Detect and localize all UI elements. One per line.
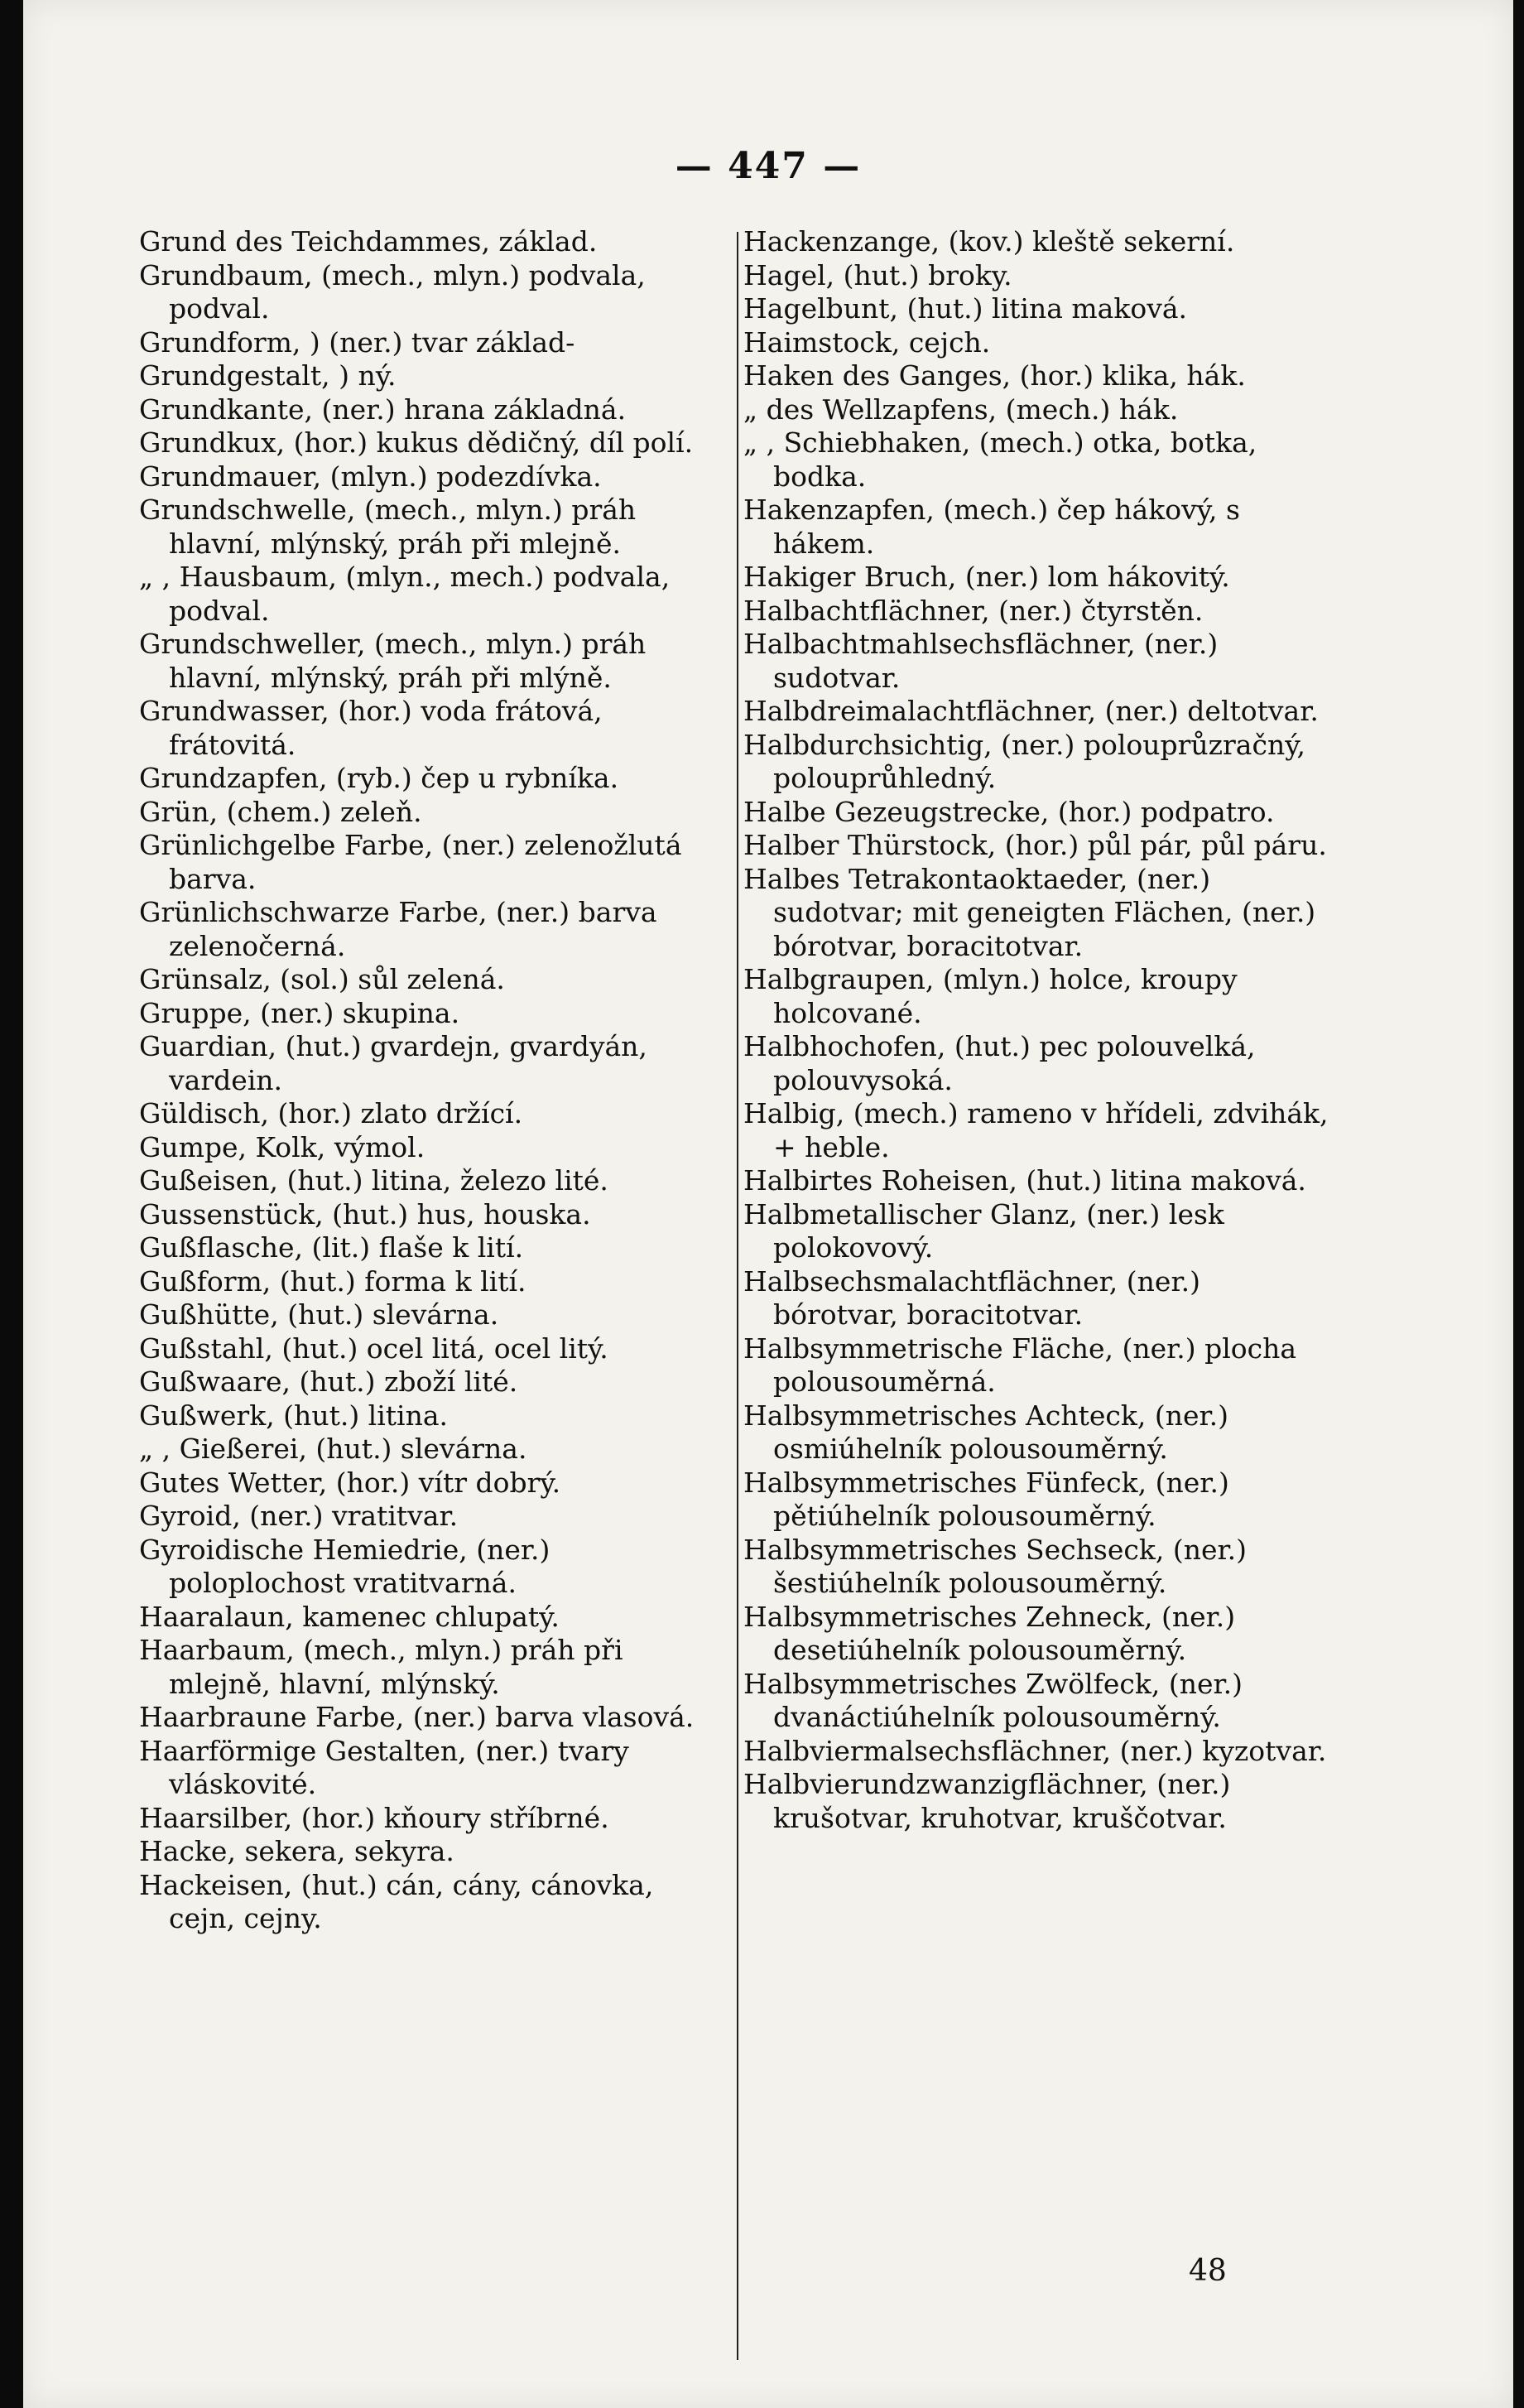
dictionary-entry: Gyroid, (ner.) vratitvar. [139,1500,459,1532]
dictionary-entry: Halbsymmetrisches Zehneck, (ner.) desetiúhelník polousouměrný. [743,1600,1236,1666]
dictionary-entry: Gußwerk, (hut.) litina. [139,1399,449,1432]
dictionary-entry: Haarförmige Gestalten, (ner.) tvary vláskovité. [139,1734,629,1800]
dictionary-entry: Halbdreimalachtflächner, (ner.) deltotvar. [743,695,1319,727]
dictionary-entry: Grünsalz, (sol.) sůl zelená. [139,963,505,995]
dictionary-entry: „ , Schiebhaken, (mech.) otka, botka, bodka. [743,426,1257,493]
dictionary-entry: Grundform, ) (ner.) tvar základ- [139,325,575,359]
dictionary-entry: Halbsymmetrisches Zwölfeck, (ner.) dvanáctiúhelník polousouměrný. [743,1667,1243,1733]
dictionary-entry: Haimstock, cejch. [743,325,991,359]
dictionary-entry: Halbirtes Roheisen, (hut.) litina maková. [743,1164,1306,1197]
dictionary-entry: Grund des Teichdammes, základ. [139,225,598,258]
dictionary-entry: Grundbaum, (mech., mlyn.) podvala, podval. [139,258,646,325]
dictionary-entry: „ des Wellzapfens, (mech.) hák. [743,393,1179,426]
dictionary-entry: Hakiger Bruch, (ner.) lom hákovitý. [743,561,1230,593]
dictionary-entry: Grundgestalt, ) ný. [139,359,397,392]
dictionary-entry: Hacke, sekera, sekyra. [139,1835,454,1867]
dictionary-entry: Güldisch, (hor.) zlato držící. [139,1097,523,1129]
dictionary-entry: Haarbaum, (mech., mlyn.) práh při mlejně, hlavní, mlýnský. [139,1634,623,1700]
dictionary-entry: Haken des Ganges, (hor.) klika, hák. [743,359,1246,392]
dictionary-entry: Halbachtflächner, (ner.) čtyrstěn. [743,594,1204,627]
dictionary-entry: Haaralaun, kamenec chlupatý. [139,1600,560,1633]
dictionary-entry: Halbachtmahlsechsflächner, (ner.) sudotvar. [743,628,1219,694]
dictionary-entry: Grünlichgelbe Farbe, (ner.) zelenožlutá barva. [139,829,682,895]
dictionary-entry: „ , Gießerei, (hut.) slevárna. [139,1433,527,1465]
dictionary-entry: Halbsymmetrisches Fünfeck, (ner.) pětiúhelník polousouměrný. [743,1466,1229,1532]
dictionary-page [23,0,1513,2408]
dictionary-entry: Haarsilber, (hor.) kňoury stříbrné. [139,1801,609,1834]
dictionary-entry: Halbig, (mech.) rameno v hřídeli, zdvihák, + heble. [743,1097,1329,1163]
dictionary-entry: Gutes Wetter, (hor.) vítr dobrý. [139,1466,561,1499]
dictionary-entry: Grundkante, (ner.) hrana základná. [139,393,627,426]
dictionary-entry: Grundmauer, (mlyn.) podezdívka. [139,460,602,493]
dictionary-entry: „ , Hausbaum, (mlyn., mech.) podvala, podval. [139,561,671,627]
dictionary-entry: Halbsechsmalachtflächner, (ner.) bórotvar, boracitotvar. [743,1264,1200,1331]
dictionary-entry: Halbsymmetrische Fläche, (ner.) plocha polousouměrná. [743,1332,1297,1398]
dictionary-entry: Guardian, (hut.) gvardejn, gvardyán, vardein. [139,1030,647,1096]
dictionary-entry: Hagel, (hut.) broky. [743,258,1012,291]
dictionary-entry: Gruppe, (ner.) skupina. [139,996,460,1029]
dictionary-entry: Gussenstück, (hut.) hus, houska. [139,1197,591,1230]
dictionary-entry: Halber Thürstock, (hor.) půl pár, půl páru. [743,829,1327,861]
dictionary-entry: Gyroidische Hemiedrie, (ner.) poloplochost vratitvarná. [139,1533,550,1599]
left-column [139,225,723,1936]
dictionary-entry: Grundschweller, (mech., mlyn.) práh hlavní, mlýnský, práh při mlýně. [139,628,647,694]
dictionary-entry: Gußstahl, (hut.) ocel litá, ocel litý. [139,1332,608,1365]
right-column [743,225,1331,1835]
dictionary-entry: Grundwasser, (hor.) voda frátová, frátovitá. [139,695,603,761]
dictionary-entry: Grundzapfen, (ryb.) čep u rybníka. [139,762,619,794]
dictionary-entry: Gußhütte, (hut.) slevárna. [139,1298,499,1331]
dictionary-entry: Gußform, (hut.) forma k lití. [139,1264,526,1298]
dictionary-entry: Halbmetallischer Glanz, (ner.) lesk polokovový. [743,1197,1224,1264]
dictionary-entry: Hackenzange, (kov.) kleště sekerní. [743,225,1235,258]
dictionary-entry: Halbvierundzwanzigflächner, (ner.) krušotvar, kruhotvar, kruščotvar. [743,1768,1231,1834]
column-divider [737,232,738,2360]
page-number: — 447 — [675,145,862,187]
dictionary-entry: Hagelbunt, (hut.) litina maková. [743,292,1188,325]
signature-mark: 48 [1189,2254,1227,2288]
dictionary-entry: Halbe Gezeugstrecke, (hor.) podpatro. [743,795,1275,828]
dictionary-entry: Gumpe, Kolk, výmol. [139,1130,425,1163]
dictionary-entry: Grünlichschwarze Farbe, (ner.) barva zelenočerná. [139,896,657,962]
dictionary-entry: Halbviermalsechsflächner, (ner.) kyzotvar. [743,1734,1327,1767]
dictionary-entry: Halbes Tetrakontaoktaeder, (ner.) sudotvar; mit geneigten Flächen, (ner.) bórotvar, boracitotvar. [743,862,1316,962]
dictionary-entry: Gußwaare, (hut.) zboží lité. [139,1365,518,1398]
dictionary-entry: Halbgraupen, (mlyn.) holce, kroupy holcované. [743,963,1238,1029]
dictionary-entry: Gußflasche, (lit.) flaše k lití. [139,1231,524,1264]
dictionary-entry: Gußeisen, (hut.) litina, železo lité. [139,1164,608,1197]
dictionary-entry: Halbdurchsichtig, (ner.) polouprůzračný, polouprůhledný. [743,728,1305,794]
dictionary-entry: Grundschwelle, (mech., mlyn.) práh hlavní, mlýnský, práh při mlejně. [139,494,637,560]
dictionary-entry: Halbhochofen, (hut.) pec polouvelká, polouvysoká. [743,1030,1256,1096]
dictionary-entry: Grün, (chem.) zeleň. [139,795,422,828]
dictionary-entry: Halbsymmetrisches Sechseck, (ner.) šestiúhelník polousouměrný. [743,1533,1248,1599]
dictionary-entry: Haarbraune Farbe, (ner.) barva vlasová. [139,1701,695,1733]
dictionary-entry: Hakenzapfen, (mech.) čep hákový, s hákem. [743,494,1240,560]
dictionary-entry: Halbsymmetrisches Achteck, (ner.) osmiúhelník polousouměrný. [743,1399,1229,1465]
dictionary-entry: Grundkux, (hor.) kukus dědičný, díl polí. [139,426,694,459]
dictionary-entry: Hackeisen, (hut.) cán, cány, cánovka, cejn, cejny. [139,1868,654,1934]
